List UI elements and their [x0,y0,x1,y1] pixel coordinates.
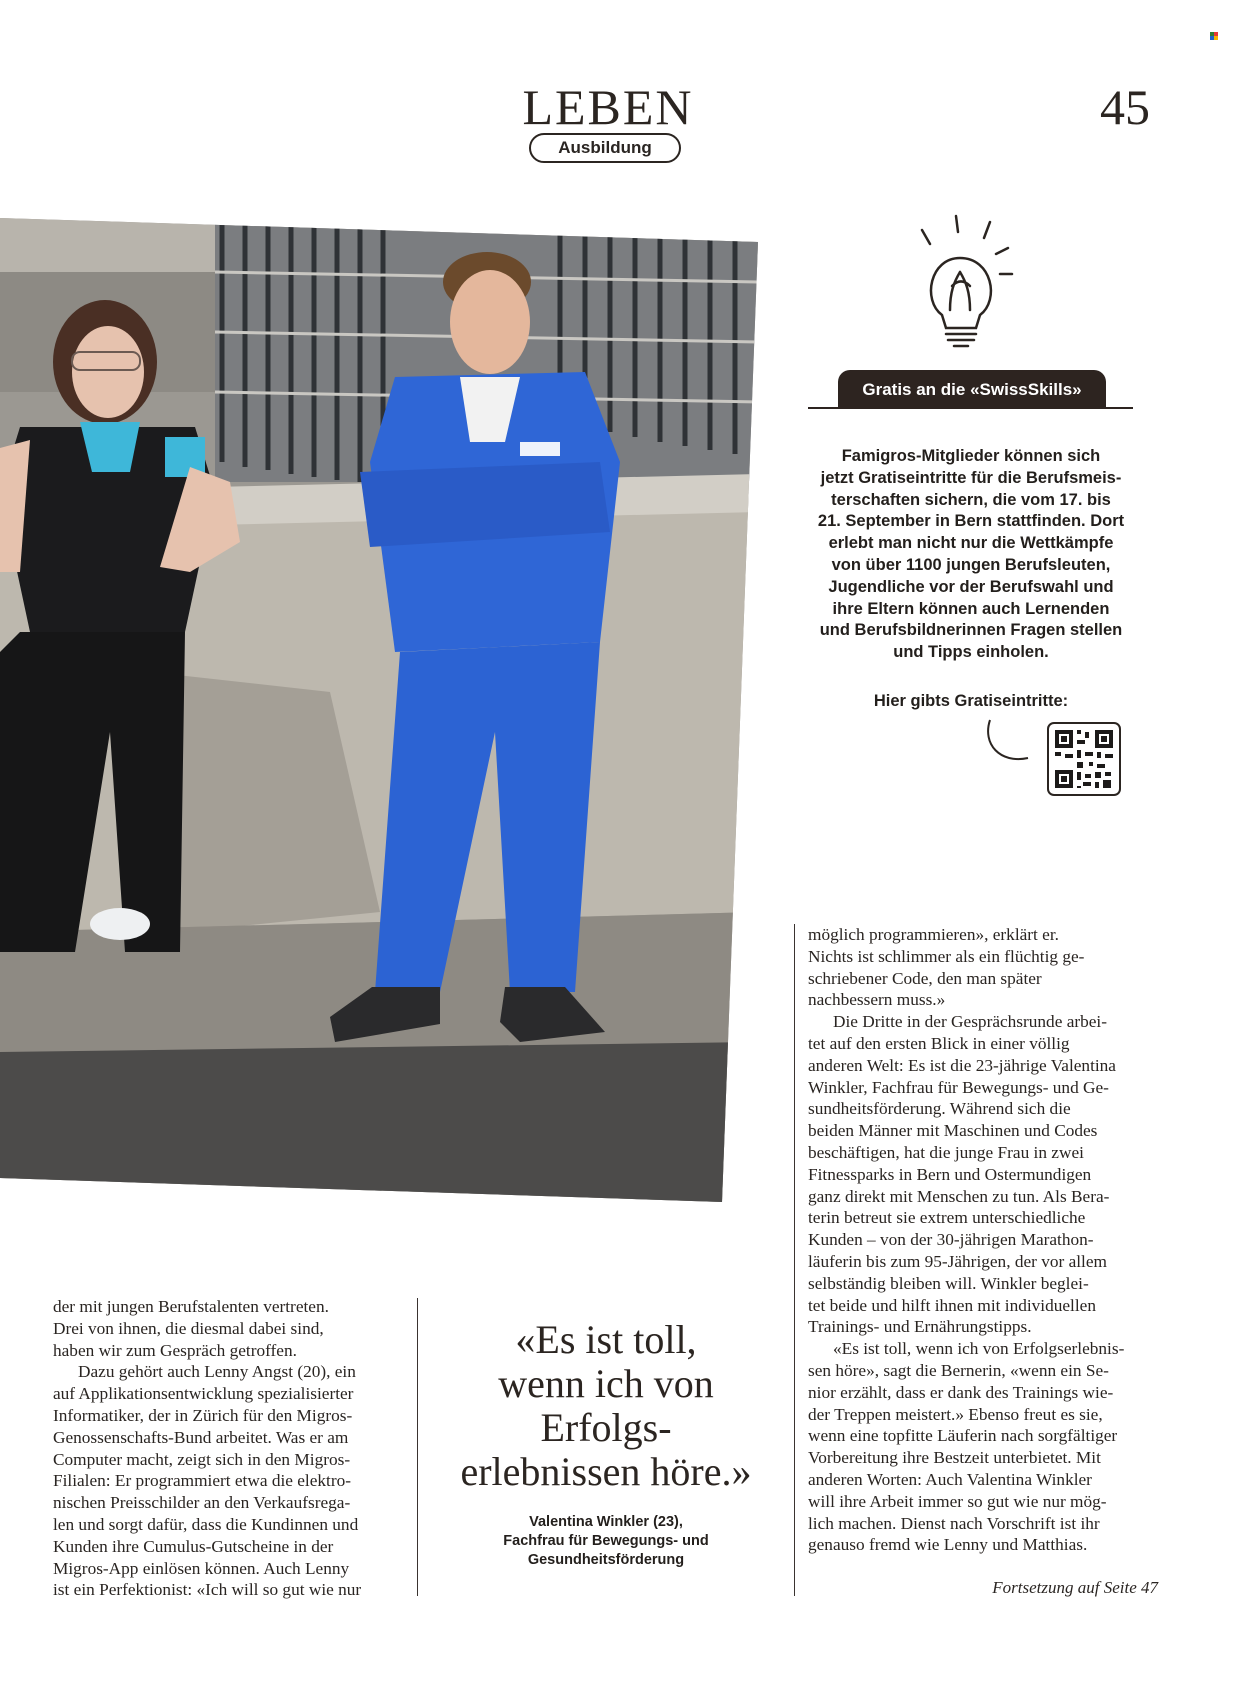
article-photo [0,212,760,1202]
article-column-right [808,924,1160,1556]
pull-quote: «Es ist toll, wenn ich von Erfolgs- erlebnissen höre.» [460,1317,752,1494]
column-divider [417,1298,418,1596]
section-title: LEBEN [522,79,694,135]
paragraph: möglich programmieren», erklärt er. Nichts ist schlimmer als ein flüchtig ge- schriebener Code, den man später nachbessern muss.» [808,925,1085,1010]
qr-code-icon[interactable] [1047,722,1121,796]
paragraph: der mit jungen Berufstalenten vertreten. Drei von ihnen, die diesmal dabei sind, haben wir zum Gespräch getroffen. [53,1297,329,1360]
pull-quote-attribution: Valentina Winkler (23), Fachfrau für Bewegungs- und Gesundheitsförderung [503,1514,709,1568]
continuation-note: Fortsetzung auf Seite 47 [992,1578,1158,1597]
curved-arrow-icon [982,716,1042,766]
paragraph: «Es ist toll, wenn ich von Erfolgserlebnis- sen höre», sagt die Bernerin, «wenn ein Se- nior erzählt, dass er dank des Trainings wie- der Treppen meistert.» Ebenso freut es sie, wenn eine topfitte Läuferin nach sorgfältiger Vorbereitung ihre Bestzeit unterbietet. Mit anderen Worten: Auch Valentina Winkler will ihre Arbeit immer so gut wie nur mög- lich machen. Dienst nach Vorschrift ist ihr genauso fremd wie Lenny und Matthias. [808,1339,1125,1555]
lightbulb-icon [900,210,1030,350]
column-divider [794,924,795,1596]
infobox-link-text: Hier gibts Gratiseintritte: [873,692,1069,710]
subsection-badge: Ausbildung [529,133,681,163]
color-mark-icon [1210,32,1220,42]
article-column-left [53,1296,405,1601]
page-number: 45 [1100,79,1150,135]
infobox-body: Famigros-Mitglieder können sich jetzt Gratiseintritte für die Berufsmeis- terschaften sichern, die vom 17. bis 21. September in Bern stattfinden. Dort erlebt man nicht nur die Wettkämpfe von über 1100 jungen Berufsleuten, Jugendliche vor der Berufswahl und ihre Eltern können auch Lernenden und Berufsbildnerinnen Fragen stellen und Tipps einholen. [817,447,1125,662]
paragraph: Die Dritte in der Gesprächsrunde arbei- tet auf den ersten Blick in einer völlig anderen Welt: Es ist die 23-jährige Valentina Winkler, Fachfrau für Bewegungs- und Ge- sundheitsförderung. Während sich die beiden Männer mit Maschinen und Codes beschäftigen, hat die junge Frau in zwei Fitnessparks in Bern und Ostermundigen ganz direkt mit Menschen zu tun. Als Bera- terin betreut sie extrem unterschiedliche Kunden – von der 30-jährigen Marathon- läuferin bis zum 95-Jährigen, der vor allem selbständig bleiben will. Winkler beglei- tet beide und hilft ihnen mit individuellen Trainings- und Ernährungstipps. [808,1012,1116,1337]
infobox-rule [808,407,1133,409]
infobox-title: Gratis an die «SwissSkills» [838,370,1106,408]
paragraph: Dazu gehört auch Lenny Angst (20), ein auf Applikationsentwicklung spezialisierter Informatiker, der in Zürich für den Migros- Genossenschafts-Bund arbeitet. Was er am Computer macht, zeigt sich in den Migros- Filialen: Er programmiert etwa die elektro- nischen Preisschilder an den Verkaufsrega- len und sorgt dafür, dass die Kundinnen und Kunden ihre Cumulus-Gutscheine in der Migros-App einlösen können. Auch Lenny ist ein Perfektionist: «Ich will so gut wie nur [53,1362,362,1600]
